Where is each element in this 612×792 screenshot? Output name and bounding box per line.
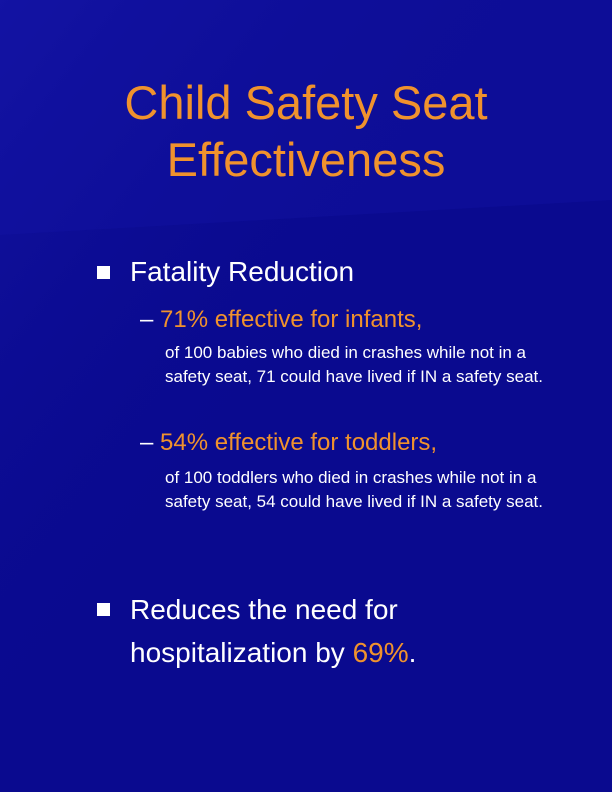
infants-effectiveness: 71% effective for infants, bbox=[160, 306, 423, 333]
dash: – bbox=[140, 429, 154, 456]
sub-bullet-infants bbox=[140, 305, 422, 335]
square-bullet-icon bbox=[97, 603, 110, 616]
period: . bbox=[408, 637, 417, 668]
square-bullet-icon bbox=[97, 266, 110, 279]
bullet-hospitalization-line1: Reduces the need for bbox=[130, 594, 398, 625]
sub-bullet-toddlers bbox=[140, 428, 437, 458]
toddlers-detail: of 100 toddlers who died in crashes while not in a safety seat, 54 could have lived if IN a safety seat. bbox=[165, 468, 543, 511]
hospitalization-percent: 69% bbox=[352, 637, 409, 668]
bullet-hospitalization-line2 bbox=[130, 632, 416, 674]
slide-title: Child Safety Seat Effectiveness bbox=[124, 76, 488, 186]
toddlers-effectiveness: 54% effective for toddlers, bbox=[160, 429, 438, 456]
hospitalization-text: hospitalization by bbox=[130, 637, 353, 668]
bullet-fatality-reduction: Fatality Reduction bbox=[130, 256, 355, 287]
infants-detail: of 100 babies who died in crashes while not in a safety seat, 71 could have lived if IN a safety seat. bbox=[165, 343, 543, 386]
dash: – bbox=[140, 306, 154, 333]
